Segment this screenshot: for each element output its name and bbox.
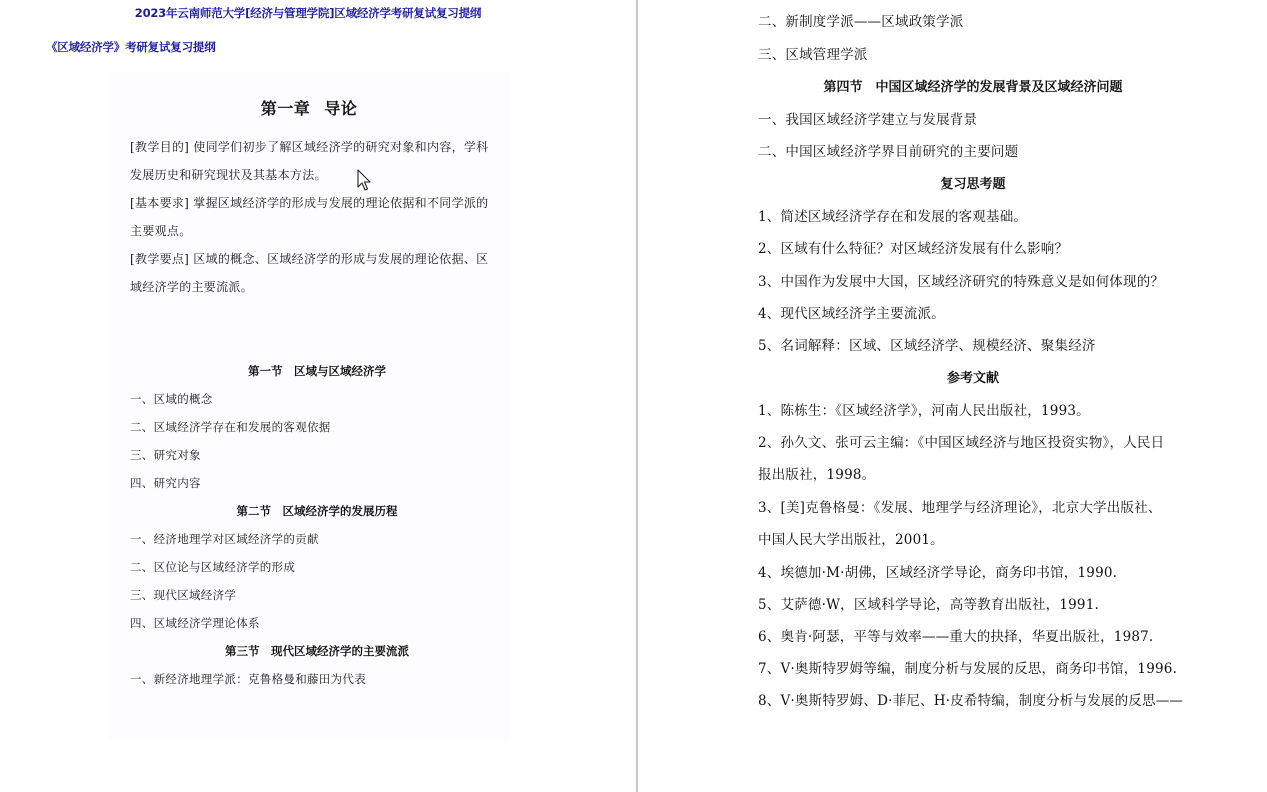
chapter-name: 导论 <box>324 99 358 118</box>
section-title: 第一节 区域与区域经济学 <box>248 364 386 378</box>
chapter-title <box>108 96 510 119</box>
reference-line: 2、孙久文、张可云主编：《中国区域经济与地区投资实物》，人民日 <box>758 435 1165 451</box>
list-item: 三、研究对象 <box>130 448 201 462</box>
list-item: 三、区域管理学派 <box>758 47 868 63</box>
review-question: 5、名词解释：区域、区域经济学、规模经济、聚集经济 <box>758 338 1096 354</box>
review-question: 3、中国作为发展中大国，区域经济研究的特殊意义是如何体现的？ <box>758 274 1165 290</box>
list-item: 一、经济地理学对区域经济学的贡献 <box>130 532 319 546</box>
reference-line: 报出版社，1998。 <box>758 467 876 483</box>
intro-teaching-purpose <box>130 133 506 189</box>
document-subheader: 《区域经济学》考研复试复习提纲 <box>46 40 216 54</box>
list-item: 二、中国区域经济学界目前研究的主要问题 <box>758 144 1019 160</box>
section-title: 第二节 区域经济学的发展历程 <box>236 504 398 518</box>
intro-teaching-points <box>130 245 506 301</box>
list-item: 四、区域经济学理论体系 <box>130 616 260 630</box>
references-title: 参考文献 <box>946 371 999 386</box>
list-item: 一、新经济地理学派：克鲁格曼和藤田为代表 <box>130 672 366 686</box>
reference-line: 3、[美]克鲁格曼：《发展、地理学与经济理论》，北京大学出版社、 <box>758 500 1162 516</box>
section-title: 第四节 中国区域经济学的发展背景及区域经济问题 <box>823 80 1123 95</box>
section-title: 第三节 现代区域经济学的主要流派 <box>225 644 409 658</box>
review-question: 1、简述区域经济学存在和发展的客观基础。 <box>758 209 1028 225</box>
reference-line: 7、V·奥斯特罗姆等编，制度分析与发展的反思，商务印书馆，1996. <box>758 661 1178 677</box>
intro-line: [教学要点] 区域的概念、区域经济学的形成与发展的理论依据、区 <box>130 252 489 266</box>
list-item: 一、区域的概念 <box>130 392 213 406</box>
review-question: 4、现代区域经济学主要流派。 <box>758 306 945 322</box>
intro-line: [教学目的] 使同学们初步了解区域经济学的研究对象和内容，学科 <box>130 140 489 154</box>
list-item: 四、研究内容 <box>130 476 201 490</box>
list-item: 一、我国区域经济学建立与发展背景 <box>758 112 978 128</box>
review-question: 2、区域有什么特征？对区域经济发展有什么影响？ <box>758 241 1069 257</box>
chapter-number: 第一章 <box>260 99 311 118</box>
reference-line: 1、陈栋生：《区域经济学》，河南人民出版社，1993。 <box>758 403 1090 419</box>
reference-line: 6、奥肯·阿瑟，平等与效率——重大的抉择，华夏出版社，1987. <box>758 629 1154 645</box>
intro-line: 主要观点。 <box>130 224 192 238</box>
list-item: 三、现代区域经济学 <box>130 588 237 602</box>
review-questions-title: 复习思考题 <box>940 177 1006 192</box>
reference-line: 4、埃德加·M·胡佛，区域经济学导论，商务印书馆，1990. <box>758 565 1118 581</box>
intro-line: 发展历史和研究现状及其基本方法。 <box>130 168 327 182</box>
document-header-title: 2023年云南师范大学[经济与管理学院]区域经济学考研复试复习提纲 <box>134 6 482 20</box>
intro-line: [基本要求] 掌握区域经济学的形成与发展的理论依据和不同学派的 <box>130 196 489 210</box>
reference-line: 中国人民大学出版社，2001。 <box>758 532 944 548</box>
list-item: 二、区位论与区域经济学的形成 <box>130 560 296 574</box>
reference-line: 8、V·奥斯特罗姆、D·菲尼、H·皮希特编，制度分析与发展的反思—— <box>758 693 1184 709</box>
intro-line: 域经济学的主要流派。 <box>130 280 254 294</box>
reference-line: 5、艾萨德·W，区域科学导论，高等教育出版社，1991. <box>758 597 1100 613</box>
list-item: 二、新制度学派——区域政策学派 <box>758 14 964 30</box>
mouse-pointer-icon <box>357 169 373 193</box>
list-item: 二、区域经济学存在和发展的客观依据 <box>130 420 331 434</box>
intro-basic-requirement <box>130 189 506 245</box>
